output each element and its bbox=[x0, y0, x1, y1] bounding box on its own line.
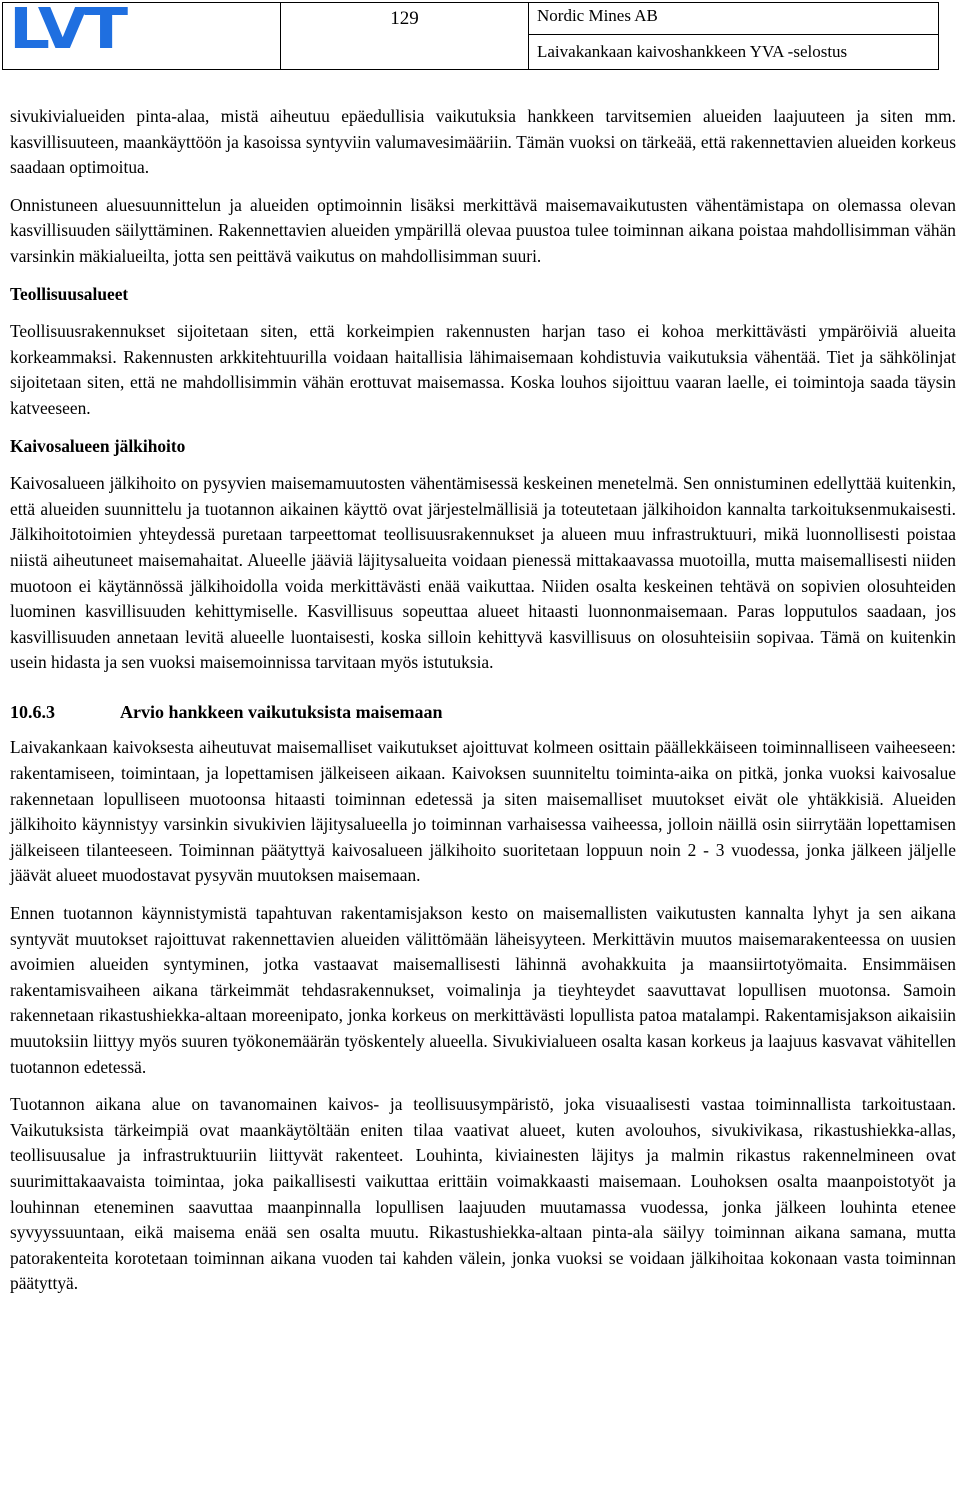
section-heading bbox=[10, 700, 956, 726]
paragraph-3: Teollisuusrakennukset sijoitetaan siten, että korkeimpien rakennusten harjan taso ei kohoa merkittävästi ympäröiviä alueita korkeammaksi. Rakennusten arkkitehtuurilla voidaan haitallisia lähimaisemaan kohdistuvia vaikutuksia vähentää. Tiet ja sähkölinjat sijoitetaan siten, että ne mahdollisimmin vähän erottuvat maisemassa. Koska louhos sijoittuu vaaran laelle, ei toimintoja saada täysin katveeseen. bbox=[10, 321, 956, 418]
company-name: Nordic Mines AB bbox=[529, 3, 938, 35]
paragraph-5: Laivakankaan kaivoksesta aiheutuvat maisemalliset vaikutukset ajoittuvat kolmeen osittain päällekkäiseen toiminnalliseen vaiheeseen: rakentamiseen, toimintaan, ja lopettamisen jälkeiseen aikaan. Kaivoksen suunniteltu toiminta-aika on pitkä, jonka vuoksi kaivosalue rakennetaan lopulliseen muotoonsa hitaasti toiminnan edetessä ja siten maisemalliset muutokset eivät ole yhtäkkisiä. Alueiden jälkihoito käynnistyy varsinkin sivukivien läjitysalueella jo toiminnan varhaisessa vaiheessa, jolloin näillä osin siirrytään lopettamisen jälkeiseen tilanteeseen. Toiminnan päätyttyä kaivosalueen jälkihoito suoritetaan loppuun noin 2 - 3 vuodessa, jonka jälkeen jäljelle jäävät alueet muodostavat pysyvän muutoksen maisemaan. bbox=[10, 737, 956, 886]
heading-teollisuusalueet: Teollisuusalueet bbox=[10, 283, 129, 304]
heading-jalkihoito: Kaivosalueen jälkihoito bbox=[10, 435, 186, 456]
section-title: Arvio hankkeen vaikutuksista maisemaan bbox=[120, 701, 443, 722]
page-header bbox=[2, 2, 939, 70]
section-number: 10.6.3 bbox=[10, 701, 55, 722]
paragraph-2: Onnistuneen aluesuunnittelun ja alueiden optimoinnin lisäksi merkittävä maisemavaikutusten vähentämistapa on olemassa olevan kasvillisuuden säilyttäminen. Rakennettavien alueiden ympärillä olevaa puustoa tulee toiminnan aikana poistaa mahdollisimman vähän varsinkin mäkialueilta, jotta sen peittävä vaikutus on mahdollisimman suuri. bbox=[10, 194, 956, 266]
paragraph-1: sivukivialueiden pinta-alaa, mistä aiheutuu epäedullisia vaikutuksia hankkeen tarvitsemien alueiden laajuuteen ja siten mm. kasvillisuuteen, maankäyttöön ja kasoissa syntyviin valumavesimääriin. Tämän vuoksi on tärkeää, että rakennettavien alueiden korkeus saadaan optimoitua. bbox=[10, 106, 956, 178]
document-title: Laivakankaan kaivoshankkeen YVA -selostus bbox=[537, 42, 848, 61]
document-body bbox=[10, 104, 956, 1309]
paragraph-6: Ennen tuotannon käynnistymistä tapahtuvan rakentamisjakson kesto on maisemallisten vaikutusten kannalta lyhyt ja sen aikana syntyvät muutokset rajoittuvat rakennettavien alueiden välittömään läheisyyteen. Merkittävin muutos maisemarakenteessa on uusien avoimien alueiden syntyminen, jotka vastaavat maisemallisesti lähinnä avohakkuita ja maansiirtotyömaita. Ensimmäisen rakentamisvaiheen aikana tärkeimmät tehdasrakennukset, voimalinja ja tieyhteydet saavuttavat lopullisen muotonsa. Samoin rakennetaan rikastushiekka-altaan moreenipato, jonka korkeus on merkittävästi lopullista patoa matalampi. Rakentamisjakson aikaisiin muutoksiin liittyy myös suuren työkonemäärän työskentely alueella. Sivukivialueen osalta kasan korkeus ja laajuus kasvavat vähitellen tuotannon edetessä. bbox=[10, 903, 956, 1077]
logo-cell bbox=[3, 0, 281, 69]
page-number: 129 bbox=[390, 8, 419, 29]
company-logo: LVT bbox=[9, 0, 125, 62]
page-number-cell bbox=[281, 3, 529, 69]
paragraph-4: Kaivosalueen jälkihoito on pysyvien maisemamuutosten vähentämisessä keskeinen menetelmä. Sen onnistuminen edellyttää kuitenkin, että alueiden suunnittelu ja tuotannon aikainen käyttö ovat järjestelmällisiä ja toteutetaan jälkihoidon kannalta tarkoituksenmukaisesti. Jälkihoitotoimien yhteydessä puretaan tarpeettomat teollisuusrakennukset ja alueen muu infrastruktuuri, mikä luonnollisesti poistaa niistä aiheutuneet maisemahaitat. Alueelle jääviä läjitysalueita voidaan pienessä mittakaavassa muotoilla, mutta maisemallisesti niiden muotoon ei käytännössä jälkihoidolla voida merkittävästi enää vaikuttaa. Niiden osalta keskeinen tehtävä on sopivien olosuhteiden luominen kasvillisuuden kehittymiselle. Kasvillisuus sopeuttaa alueet hitaasti luonnonmaisemaan. Paras lopputulos saadaan, jos kasvillisuuden annetaan levitä alueelle luontaisesti, koska silloin kehittyvä kasvillisuus on olosuhteisiin sopivaa. Tämä on kuitenkin usein hidasta ja sen vuoksi maisemoinnissa tarvitaan myös istutuksia. bbox=[10, 473, 956, 673]
paragraph-7: Tuotannon aikana alue on tavanomainen kaivos- ja teollisuusympäristö, joka visuaalisesti vastaa toiminnallista tarkoitustaan. Vaikutuksista tärkeimpiä ovat maankäytöltään eniten tilaa vaativat alueet, kuten avolouhos, sivukivikasa, rikastushiekka-allas, teollisuusalue ja infrastruktuuriin liittyvät rakenteet. Louhinta, kiviainesten läjitys ja malmin rikastus rakennelmineen ovat suurimittakaavaista toimintaa, joka paikallisesti vaikuttaa erittäin voimakkaasti maisemaan. Louhoksen osalta maanpoistotyöt ja louhinnan eteneminen saavuttaa maanpinnalla lopullisen laajuuden muutamassa vuodessa, jonka jälkeen louhinta etenee syvyyssuuntaan, eikä maisema enää sen osalta muutu. Rikastushiekka-altaan pinta-ala säilyy toiminnan aikana samana, mutta patorakenteita korotetaan toiminnan aikana vuoden tai kahden välein, jonka vuoksi se voidaan jälkihoitaa kokonaan vasta toiminnan päätyttyä. bbox=[10, 1094, 956, 1294]
header-info bbox=[529, 3, 938, 69]
